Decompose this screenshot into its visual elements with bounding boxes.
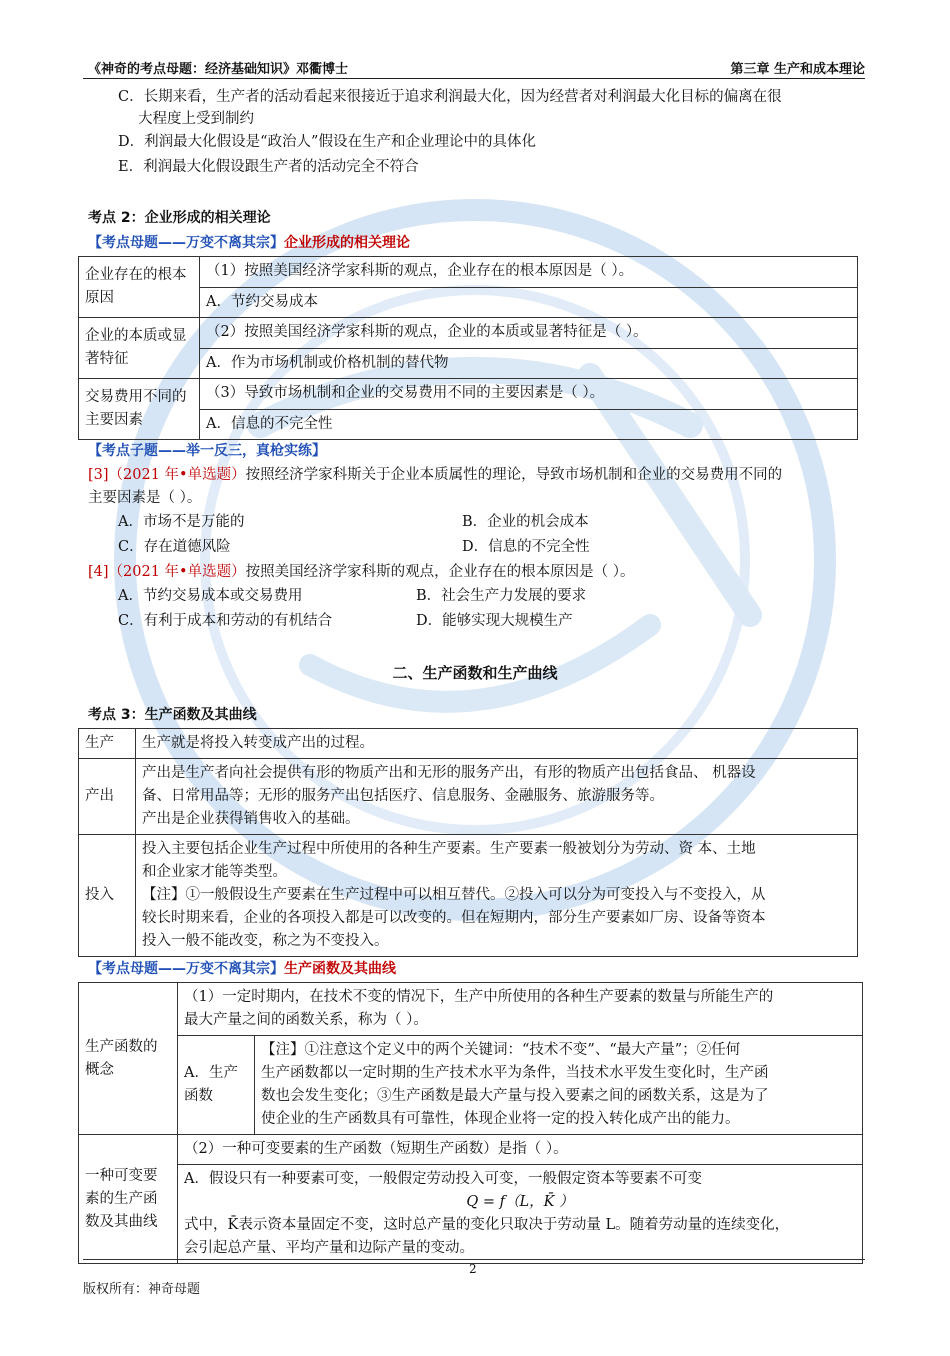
section2-title: 二、生产函数和生产曲线 (392, 664, 558, 682)
concept-note-line4: 使企业的生产函数具有可靠性，体现企业将一定的投入转化成产出的能力。 (261, 1111, 740, 1127)
input-line1: 投入主要包括企业生产过程中所使用的各种生产要素。生产要素一般被划分为劳动、资 本、土地 (142, 841, 756, 857)
point3-mother-prefix: 【考点母题——万变不离其宗】 (88, 961, 284, 977)
option-d: D．利润最大化假设是“政治人”假设在生产和企业理论中的具体化 (118, 134, 536, 150)
input-cell (136, 835, 858, 957)
header-divider (83, 78, 865, 79)
concept-note-line2: 生产函数都以一定时期的生产技术水平为条件，当技术水平发生变化时，生产函 (261, 1065, 769, 1081)
concept-label: 生产函数的概念 (79, 983, 178, 1135)
point3-mother-heading (88, 958, 396, 978)
output-line3: 产出是企业获得销售收入的基础。 (142, 811, 360, 827)
output-line1: 产出是生产者向社会提供有形的物质产出和无形的服务产出，有形的物质产出包括食品、 机器设 (142, 765, 756, 781)
production-formula: Q = f（L，K̄ ） (466, 1194, 574, 1210)
point2-row1-answer: A．节约交易成本 (200, 287, 858, 318)
q4-option-a: A．节约交易成本或交易费用 (118, 588, 303, 604)
footer-copyright: 版权所有：神奇母题 (83, 1282, 201, 1297)
point2-row3-question: （3）导致市场机制和企业的交易费用不同的主要因素是（ ）。 (200, 379, 858, 410)
q3-option-b: B．企业的机会成本 (462, 514, 589, 530)
point3-title: 考点 3：生产函数及其曲线 (88, 707, 257, 723)
concept-note-line3: 数也会发生变化；③生产函数是最大产量与投入要素之间的函数关系，这是为了 (261, 1088, 769, 1104)
concept-question-line2: 最大产量之间的函数关系，称为（ ）。 (184, 1012, 428, 1028)
point2-row1-label: 企业存在的根本原因 (79, 257, 200, 318)
variable-label: 一种可变要素的生产函数及其曲线 (79, 1135, 178, 1264)
input-label: 投入 (79, 835, 136, 957)
q3-tag: [3]（2021 年•单选题） (88, 467, 246, 483)
page-number: 2 (469, 1262, 477, 1276)
production-label: 生产 (79, 729, 136, 759)
option-e: E．利润最大化假设跟生产者的活动完全不符合 (118, 159, 419, 175)
q3-option-a: A．市场不是万能的 (118, 514, 245, 530)
option-c-line2: 大程度上受到制约 (138, 111, 254, 127)
point2-row3-label: 交易费用不同的主要因素 (79, 379, 200, 440)
header-book-title: 《神奇的考点母题：经济基础知识》邓衢博士 (88, 62, 349, 77)
point3-mother-title: 生产函数及其曲线 (284, 961, 396, 977)
production-function-table (78, 982, 863, 1264)
q3-text2: 主要因素是（ ）。 (88, 490, 202, 506)
point2-row1-question: （1）按照美国经济学家科斯的观点，企业存在的根本原因是（ ）。 (200, 257, 858, 288)
concept-answer: A．生产函数 (178, 1036, 255, 1135)
variable-answer: A．假设只有一种要素可变，一般假定劳动投入可变，一般假定资本等要素不可变 (184, 1171, 702, 1187)
q4-tag: [4]（2021 年•单选题） (88, 564, 246, 580)
concept-question-cell (178, 983, 863, 1036)
output-line2: 备、日常用品等；无形的服务产出包括医疗、信息服务、金融服务、旅游服务等。 (142, 788, 664, 804)
input-line2: 和企业家才能等类型。 (142, 864, 287, 880)
concept-note-line1: 【注】①注意这个定义中的两个关键词：“技术不变”、“最大产量”；②任何 (261, 1042, 741, 1058)
footer-divider (83, 1259, 865, 1260)
q4-option-b: B．社会生产力发展的要求 (416, 588, 587, 604)
q3-option-d: D．信息的不完全性 (462, 539, 590, 555)
header-chapter-title: 第三章 生产和成本理论 (730, 62, 865, 77)
option-c-line1: C．长期来看，生产者的活动看起来很接近于追求利润最大化，因为经营者对利润最大化目标的偏离在很 (118, 89, 782, 105)
variable-answer-cell (178, 1165, 863, 1264)
variable-explain-line1: 式中，K̄表示资本量固定不变，这时总产量的变化只取决于劳动量 L。随着劳动量的连续变化， (184, 1217, 790, 1233)
q4-line1 (88, 560, 634, 584)
q3-option-c: C．存在道德风险 (118, 539, 231, 555)
q4-option-c: C．有利于成本和劳动的有机结合 (118, 613, 333, 629)
q4-option-d: D．能够实现大规模生产 (416, 613, 573, 629)
variable-explain-line2: 会引起总产量、平均产量和边际产量的变动。 (184, 1240, 474, 1256)
output-cell (136, 759, 858, 835)
point2-title: 考点 2：企业形成的相关理论 (88, 210, 271, 226)
point2-table (78, 256, 858, 440)
point2-mother-heading (88, 232, 410, 252)
point2-row2-question: （2）按照美国经济学家科斯的观点，企业的本质或显著特征是（ ）。 (200, 318, 858, 349)
point2-mother-prefix: 【考点母题——万变不离其宗】 (88, 235, 284, 251)
point2-mother-title: 企业形成的相关理论 (284, 235, 410, 251)
concept-question-line1: （1）一定时期内，在技术不变的情况下，生产中所使用的各种生产要素的数量与所能生产的 (184, 989, 774, 1005)
output-label: 产出 (79, 759, 136, 835)
point2-row2-label: 企业的本质或显著特征 (79, 318, 200, 379)
point2-row2-answer: A．作为市场机制或价格机制的替代物 (200, 348, 858, 379)
q4-text1: 按照美国经济学家科斯的观点，企业存在的根本原因是（ ）。 (245, 564, 635, 580)
production-text: 生产就是将投入转变成产出的过程。 (136, 729, 858, 759)
point2-row3-answer: A．信息的不完全性 (200, 409, 858, 440)
concept-note-cell (255, 1036, 863, 1135)
input-line3: 【注】①一般假设生产要素在生产过程中可以相互替代。②投入可以分为可变投入与不变投入，从 (142, 887, 766, 903)
point2-child-title: 【考点子题——举一反三，真枪实练】 (88, 443, 326, 459)
point3-table (78, 728, 858, 957)
q3-text1: 按照经济学家科斯关于企业本质属性的理论，导致市场机制和企业的交易费用不同的 (245, 467, 783, 483)
q3-line1 (88, 463, 782, 487)
input-line5: 投入一般不能改变，称之为不变投入。 (142, 933, 389, 949)
input-line4: 较长时期来看，企业的各项投入都是可以改变的。但在短期内，部分生产要素如厂房、设备等资本 (142, 910, 766, 926)
variable-question: （2）一种可变要素的生产函数（短期生产函数）是指（ ）。 (178, 1135, 863, 1165)
